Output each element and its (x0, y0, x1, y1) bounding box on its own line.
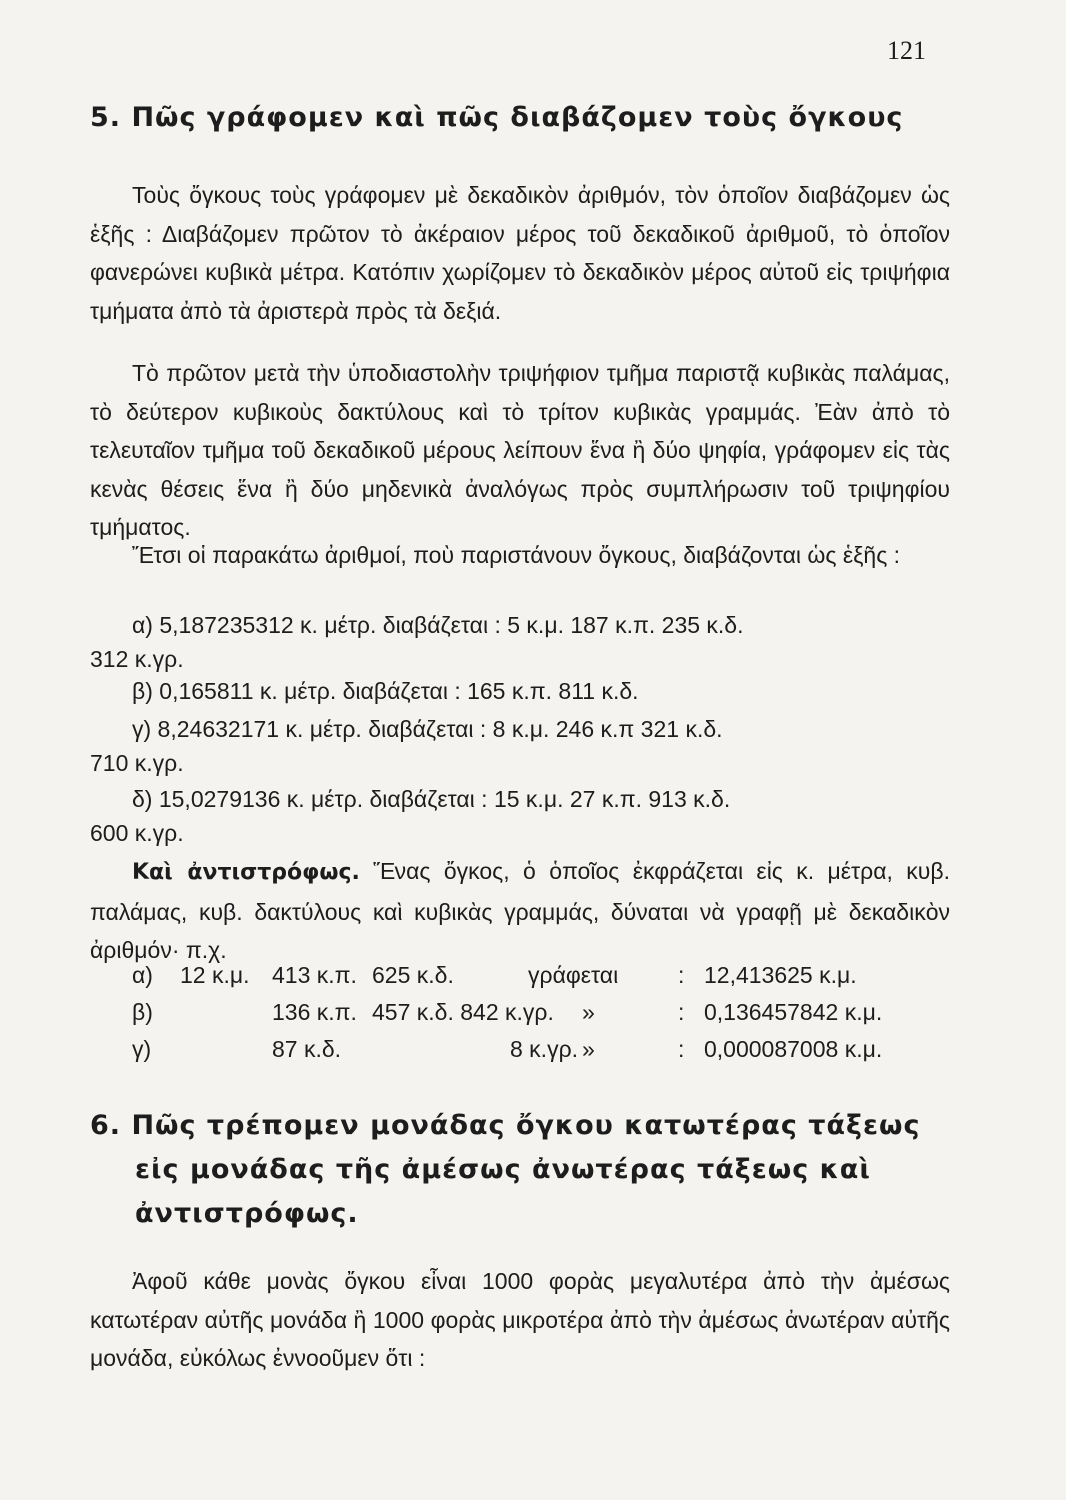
conv-result: 12,413625 κ.μ. (704, 962, 857, 988)
conv-label: γ) (132, 1036, 152, 1062)
conv-colon: : (678, 999, 685, 1025)
conv-c: 8 κ.γρ. (510, 1036, 579, 1062)
example-d-line-1: δ) 15,0279136 κ. μέτρ. διαβάζεται : 15 κ.μ. 27 κ.π. 913 κ.δ. (132, 786, 731, 812)
conv-b: 136 κ.π. (272, 999, 357, 1025)
conv-verb: γράφεται (528, 962, 619, 988)
section-6-paragraph-text: Ἀφοῦ κάθε μονὰς ὄγκου εἶναι 1000 φορὰς μεγαλυτέρα ἀπὸ τὴν ἀμέσως κατωτέραν αὐτῆς μονάδα ἢ 1000 φορὰς μικροτέρα ἀπὸ τὴν ἀμέσως ἀνωτέραν αὐτῆς μονάδα, εὐκόλως ἐννοοῦμεν ὅτι : (90, 1268, 950, 1371)
example-d-line-2: 600 κ.γρ. (90, 820, 184, 846)
conv-verb: » (582, 999, 595, 1025)
paragraph-1-text: Τοὺς ὄγκους τοὺς γράφομεν μὲ δεκαδικὸν ἀριθμόν, τὸν ὁποῖον διαβάζομεν ὡς ἑξῆς : Διαβάζομεν πρῶτον τὸ ἀκέραιον μέρος τοῦ δεκαδικοῦ ἀριθμοῦ, τὸ ὁποῖον φανερώνει κυβικὰ μέτρα. Κατόπιν χωρίζομεν τὸ δεκαδικὸν μέρος αὐτοῦ εἰς τριψήφια τμήματα ἀπὸ τὰ ἀριστερὰ πρὸς τὰ δεξιά. (90, 182, 950, 324)
example-c-line-1: γ) 8,24632171 κ. μέτρ. διαβάζεται : 8 κ.μ. 246 κ.π 321 κ.δ. (132, 716, 723, 742)
reverse-paragraph (90, 852, 950, 970)
section-6-paragraph (90, 1262, 950, 1378)
conv-b: 87 κ.δ. (272, 1036, 342, 1062)
section-6-title-line-3: ἀντιστρόφως. (135, 1198, 359, 1229)
example-c-line-2: 710 κ.γρ. (90, 750, 184, 776)
reverse-text: Ἕνας ὄγκος, ὁ ὁποῖος ἐκφράζεται εἰς κ. μέτρα, κυβ. παλάμας, κυβ. δακτύλους καὶ κυβικὰς γραμμάς, δύναται νὰ γραφῇ μὲ δεκαδικὸν ἀριθμόν· π.χ. (90, 858, 950, 963)
section-6-title-line-2: εἰς μονάδας τῆς ἀμέσως ἀνωτέρας τάξεως καὶ (135, 1154, 871, 1185)
conversion-row-c (132, 1036, 932, 1074)
conv-colon: : (678, 962, 685, 988)
example-a-line-1: α) 5,187235312 κ. μέτρ. διαβάζεται : 5 κ.μ. 187 κ.π. 235 κ.δ. (132, 612, 744, 638)
section-5-paragraph-2 (90, 354, 950, 547)
section-5-paragraph-1 (90, 176, 950, 330)
paragraph-2-text: Τὸ πρῶτον μετὰ τὴν ὑποδιαστολὴν τριψήφιον τμῆμα παριστᾷ κυβικὰς παλάμας, τὸ δεύτερον κυβικοὺς δακτύλους καὶ τὸ τρίτον κυβικὰς γραμμάς. Ἐὰν ἀπὸ τὸ τελευταῖον τμῆμα τοῦ δεκαδικοῦ μέρους λείπουν ἕνα ἢ δύο ψηφία, γράφομεν εἰς τὰς κενὰς θέσεις ἕνα ἢ δύο μηδενικὰ ἀναλόγως πρὸς συμπλήρωσιν τοῦ τριψηφίου τμήματος. (90, 360, 950, 540)
conv-b: 413 κ.π. (272, 962, 357, 988)
conv-result: 0,000087008 κ.μ. (704, 1036, 883, 1062)
conv-verb: » (582, 1036, 595, 1062)
paragraph-3-text: Ἔτσι οἱ παρακάτω ἀριθμοί, ποὺ παριστάνουν ὄγκους, διαβάζονται ὡς ἑξῆς : (132, 542, 901, 568)
section-5-paragraph-3 (90, 536, 950, 575)
reverse-lead: Καὶ ἀντιστρόφως. (132, 860, 360, 885)
example-a-line-2: 312 κ.γρ. (90, 646, 184, 672)
conv-label: α) (132, 962, 153, 988)
section-5-title: 5. Πῶς γράφομεν καὶ πῶς διαβάζομεν τοὺς ὄγκους (90, 102, 904, 133)
page-number: 121 (887, 36, 926, 65)
conv-a: 12 κ.μ. (180, 962, 250, 988)
conv-result: 0,136457842 κ.μ. (704, 999, 883, 1025)
conv-label: β) (132, 999, 153, 1025)
conv-c: 625 κ.δ. (372, 962, 454, 988)
conversion-row-b (132, 999, 932, 1037)
section-6-title-line-1: 6. Πῶς τρέπομεν μονάδας ὄγκου κατωτέρας τάξεως (90, 1110, 921, 1141)
example-b-line-1: β) 0,165811 κ. μέτρ. διαβάζεται : 165 κ.π. 811 κ.δ. (132, 678, 639, 704)
conv-c: 457 κ.δ. 842 κ.γρ. (372, 999, 554, 1025)
conversion-row-a (132, 962, 932, 1000)
conv-colon: : (678, 1036, 685, 1062)
